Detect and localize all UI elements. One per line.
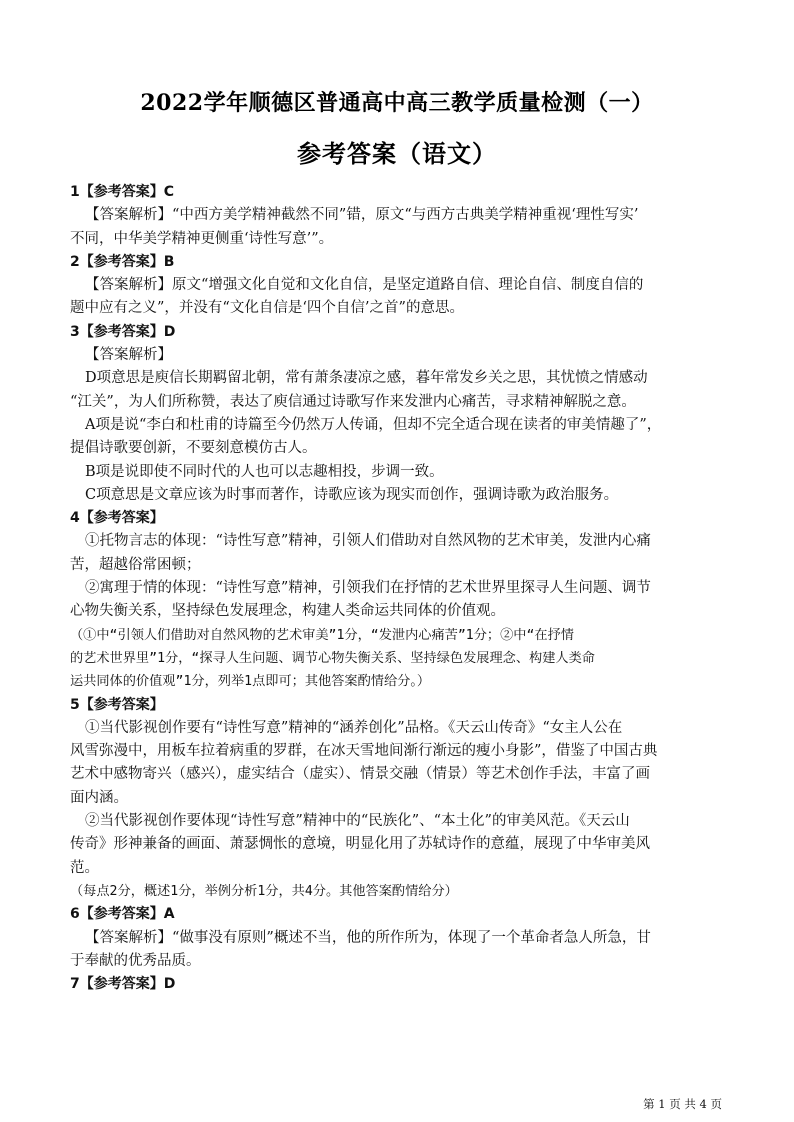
- answer-text-line: 不同，中华美学精神更侧重‘诗性写意’”。: [70, 230, 334, 247]
- answer-text-line: “江关”，为人们所称赞，表达了庾信通过诗歌写作来发泄内心痛苦，寻求精神解脱之意。: [70, 393, 636, 410]
- answer-text-line: 题中应有之义”，并没有“文化自信是‘四个自信’之首”的意思。: [70, 300, 464, 317]
- answer-text-line: 传奇》形神兼备的画面、萧瑟惆怅的意境，明显化用了苏轼诗作的意蕴，展现了中华审美风: [70, 836, 650, 853]
- answer-text-line: 于奉献的优秀品质。: [70, 952, 201, 969]
- answer-text-line: 范。: [70, 859, 99, 876]
- answer-heading: 2【参考答案】B: [70, 253, 175, 270]
- answer-text-line: 风雪弥漫中，用板车拉着病重的罗群，在冰天雪地间渐行渐远的瘦小身影”，借鉴了中国古典: [70, 743, 658, 760]
- answer-content: [70, 181, 724, 996]
- answer-text-line: A项是说“李白和杜甫的诗篇至今仍然万人传诵，但却不完全适合现在读者的审美情趣了”，: [85, 416, 662, 433]
- answer-text-line: 提倡诗歌要创新，不要刻意模仿古人。: [70, 440, 317, 457]
- answer-heading: 4【参考答案】: [70, 510, 164, 527]
- page-footer: 第 1 页 共 4 页: [643, 1097, 722, 1111]
- answer-heading: 6【参考答案】A: [70, 906, 175, 923]
- answer-text-line: 运共同体的价值观”1分，列举1点即可；其他答案酌情给分。）: [70, 674, 431, 690]
- answer-heading: 3【参考答案】D: [70, 323, 176, 340]
- answer-text-line: 【答案解析】“中西方美学精神截然不同”错，原文“与西方古典美学精神重视‘理性写实’: [85, 207, 639, 224]
- document-title: 2022学年顺德区普通高中高三教学质量检测（一）: [140, 90, 654, 116]
- answer-text-line: （①中“引领人们借助对自然风物的艺术审美”1分，“发泄内心痛苦”1分；②中“在抒情: [70, 627, 574, 643]
- answer-text-line: 【答案解析】: [85, 347, 172, 364]
- answer-text-line: 艺术中感物寄兴（感兴），虚实结合（虚实）、情景交融（情景）等艺术创作手法，丰富了画: [70, 766, 650, 783]
- answer-text-line: （每点2分，概述1分，举例分析1分，共4分。其他答案酌情给分）: [70, 883, 458, 899]
- answer-text-line: B项是说即使不同时代的人也可以志趣相投，步调一致。: [85, 463, 444, 480]
- answer-text-line: ②当代影视创作要体现“诗性写意”精神中的“民族化”、“本土化”的审美风范。《天云山: [85, 813, 630, 830]
- answer-text-line: 苦，超越俗常困顿；: [70, 556, 201, 573]
- answer-text-line: C项意思是文章应该为时事而著作，诗歌应该为现实而创作，强调诗歌为政治服务。: [85, 486, 619, 503]
- answer-text-line: 【答案解析】“做事没有原则”概述不当，他的所作所为，体现了一个革命者急人所急，甘: [85, 929, 651, 946]
- answer-text-line: ②寓理于情的体现：“诗性写意”精神，引领我们在抒情的艺术世界里探寻人生问题、调节: [85, 580, 651, 597]
- answer-text-line: ①托物言志的体现：“诗性写意”精神，引领人们借助对自然风物的艺术审美，发泄内心痛: [85, 533, 651, 550]
- answer-text-line: 面内涵。: [70, 789, 128, 806]
- answer-text-line: D项意思是庾信长期羁留北朝，常有萧条凄凉之感，暮年常发乡关之思，其忧愤之情感动: [85, 370, 648, 387]
- answer-heading: 5【参考答案】: [70, 696, 164, 713]
- answer-text-line: 心物失衡关系，坚持绿色发展理念，构建人类命运共同体的价值观。: [70, 603, 505, 620]
- answer-text-line: ①当代影视创作要有“诗性写意”精神的“涵养创化”品格。《天云山传奇》“女主人公在: [85, 719, 623, 736]
- answer-heading: 7【参考答案】D: [70, 976, 176, 993]
- answer-text-line: 的艺术世界里”1分，“探寻人生问题、调节心物失衡关系、坚持绿色发展理念、构建人类命: [70, 650, 595, 666]
- document-subtitle: 参考答案（语文）: [297, 139, 497, 168]
- answer-text-line: 【答案解析】原文“增强文化自觉和文化自信，是坚定道路自信、理论自信、制度自信的: [85, 277, 644, 294]
- answer-heading: 1【参考答案】C: [70, 184, 175, 200]
